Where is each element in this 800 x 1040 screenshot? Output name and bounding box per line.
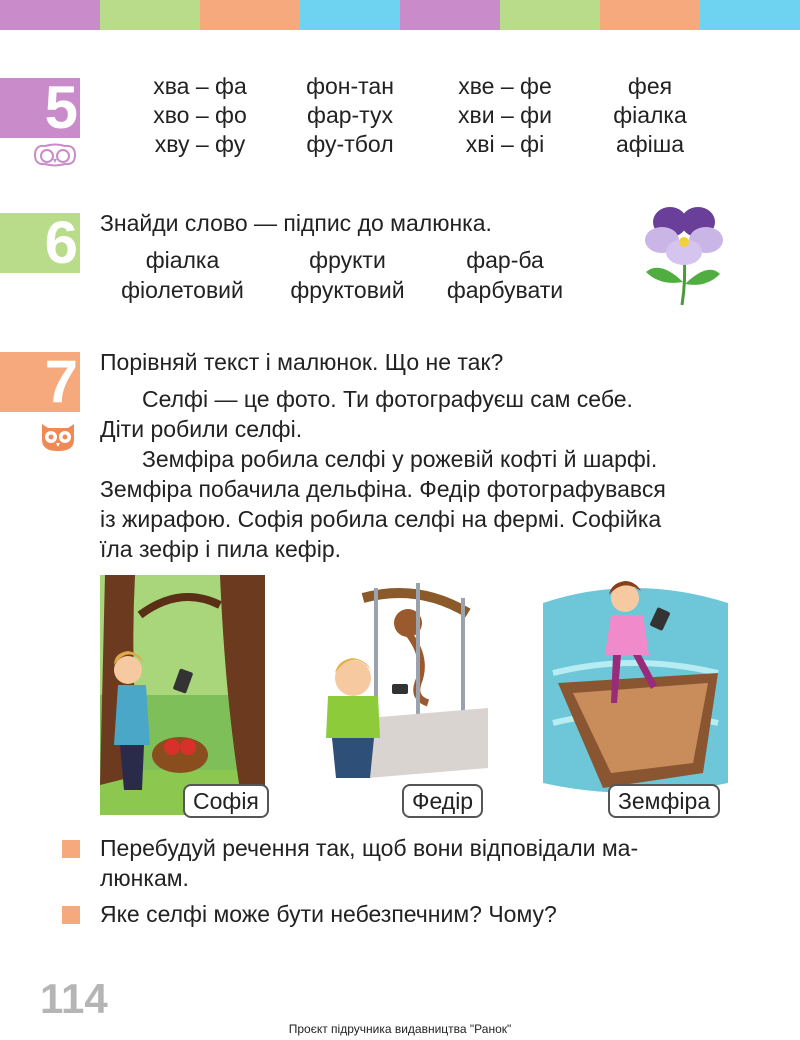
task-1 xyxy=(100,833,750,893)
word-option: фарбувати xyxy=(446,277,564,303)
violet-flower-picture xyxy=(640,200,730,310)
task-bullet xyxy=(62,906,80,924)
syllable: хва – фа xyxy=(153,73,247,99)
exercise-7-instruction: Порівняй текст і малюнок. Що не так? xyxy=(100,349,504,375)
syllable: фар-тух xyxy=(307,102,393,128)
syllable: хве – фе xyxy=(458,73,552,99)
top-bar-segment xyxy=(500,0,600,30)
word-option: фіалка xyxy=(145,247,220,273)
exercise-number-7: 7 xyxy=(0,352,80,412)
footer-note: Проєкт підручника видавництва "Ранок" xyxy=(288,1022,512,1036)
text-line: Земфіра побачила дельфіна. Федір фотографувався xyxy=(100,476,666,502)
owl-icon xyxy=(31,143,79,167)
sofia-forest-picture xyxy=(100,575,265,815)
word-option: фруктовий xyxy=(290,277,405,303)
syllable: фея xyxy=(627,73,673,99)
exercise-6-instruction: Знайди слово — підпис до малюнка. xyxy=(100,210,492,236)
word-option: фіолетовий xyxy=(121,277,244,303)
exercise-number-5: 5 xyxy=(0,78,80,138)
fedir-monkey-picture xyxy=(318,578,488,803)
top-bar-segment xyxy=(200,0,300,30)
task-bullet xyxy=(62,840,80,858)
exercise-number-6: 6 xyxy=(0,213,80,273)
text-line: Земфіра робила селфі у рожевій кофті й шарфі. xyxy=(142,446,658,472)
top-bar-segment xyxy=(600,0,700,30)
syllable-column-4 xyxy=(585,72,715,159)
text-paragraph-1 xyxy=(100,384,740,444)
syllable: хво – фо xyxy=(153,102,247,128)
top-bar-segment xyxy=(400,0,500,30)
top-bar-segment xyxy=(700,0,800,30)
syllable: фу-тбол xyxy=(306,131,394,157)
task-2: Яке селфі може бути небезпечним? Чому? xyxy=(100,901,557,927)
text-line: Діти робили селфі. xyxy=(100,416,303,442)
name-label-fedir: Федір xyxy=(402,784,483,818)
syllable-column-2 xyxy=(280,72,420,159)
name-label-sofia: Софія xyxy=(183,784,269,818)
syllable: фіалка xyxy=(613,102,687,128)
word-row-2 xyxy=(100,275,580,305)
syllable-column-3 xyxy=(435,72,575,159)
syllable: фон-тан xyxy=(306,73,394,99)
syllable: хву – фу xyxy=(154,131,246,157)
text-line: із жирафою. Софія робила селфі на фермі. Софійка xyxy=(100,506,662,532)
text-line: Перебудуй речення так, щоб вони відповідали ма- xyxy=(100,835,639,861)
syllable: хви – фи xyxy=(458,102,552,128)
word-row-1 xyxy=(100,245,580,275)
name-label-zemfira: Земфіра xyxy=(608,784,720,818)
word-option: фар-ба xyxy=(466,247,544,273)
syllable: афіша xyxy=(615,131,685,157)
text-paragraph-2 xyxy=(100,444,750,564)
top-bar-segment xyxy=(100,0,200,30)
page-number: 114 xyxy=(40,975,108,1022)
text-line: люнкам. xyxy=(100,865,189,891)
top-bar-segment xyxy=(300,0,400,30)
syllable-column-1 xyxy=(130,72,270,159)
text-line: їла зефір і пила кефір. xyxy=(100,536,342,562)
word-option: фрукти xyxy=(309,247,386,273)
zemfira-boat-picture xyxy=(533,573,733,803)
owl-icon xyxy=(38,418,78,452)
top-color-bar xyxy=(0,0,800,30)
syllable: хві – фі xyxy=(465,131,545,157)
top-bar-segment xyxy=(0,0,100,30)
text-line: Селфі — це фото. Ти фотографуєш сам себе. xyxy=(142,386,633,412)
